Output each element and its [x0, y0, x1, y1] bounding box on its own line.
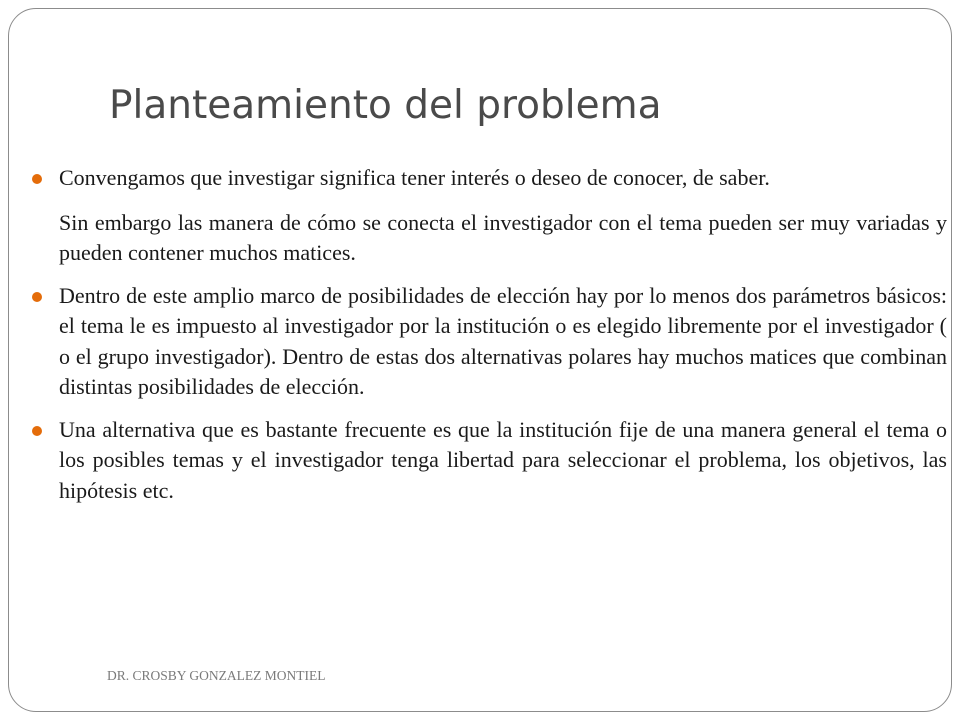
paragraph-2 [29, 208, 947, 269]
paragraph-text: Dentro de este amplio marco de posibilidades de elección hay por lo menos dos parámetros básicos: el tema le es impuesto al investigador por la institución o es elegido libremente por el investigador ( o el grupo investigador). Dentro de estas dos alternativas polares hay muchos matices que combinan distintas posibilidades de elección. [59, 282, 947, 399]
slide-title: Planteamiento del problema [109, 83, 662, 128]
paragraph-4 [29, 415, 947, 507]
paragraph-text: Convengamos que investigar significa tener interés o deseo de conocer, de saber. [59, 165, 770, 190]
slide-body [29, 163, 947, 506]
paragraph-text: Sin embargo las manera de cómo se conecta el investigador con el tema pueden ser muy variadas y pueden contener muchos matices. [59, 209, 947, 265]
bullet-icon [32, 292, 42, 302]
paragraph-text: Una alternativa que es bastante frecuente es que la institución fije de una manera general el tema o los posibles temas y el investigador tenga libertad para seleccionar el problema, los objetivos, las hipótesis etc. [59, 416, 947, 503]
bullet-icon [32, 174, 42, 184]
paragraph-1 [29, 163, 947, 194]
bullet-icon [32, 426, 42, 436]
slide-footer: DR. CROSBY GONZALEZ MONTIEL [107, 668, 326, 683]
paragraph-3 [29, 281, 947, 403]
slide [8, 8, 952, 712]
